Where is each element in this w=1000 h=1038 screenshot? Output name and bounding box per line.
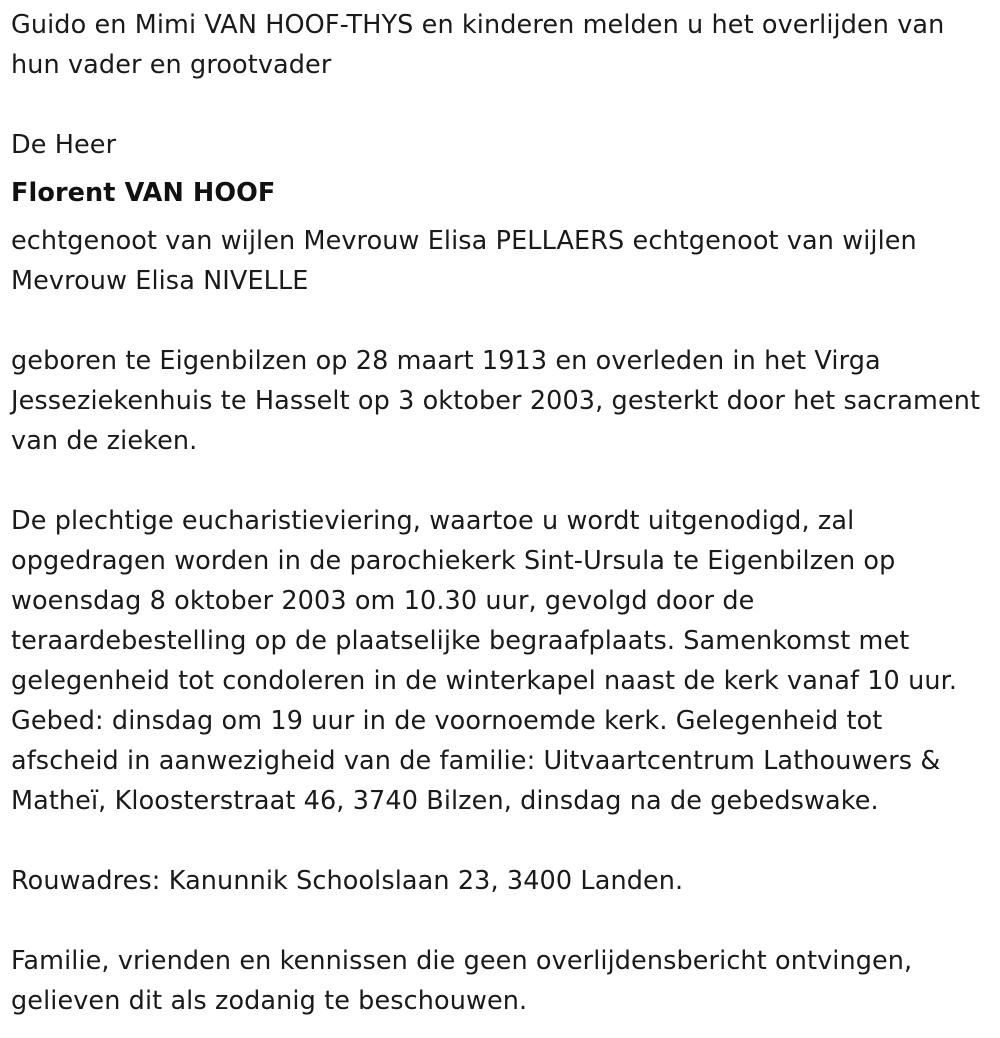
deceased-name: Florent VAN HOOF	[11, 178, 276, 208]
spacer	[11, 85, 995, 125]
spacer	[11, 901, 995, 941]
spacer	[11, 821, 995, 861]
mourning-address: Rouwadres: Kanunnik Schoolslaan 23, 3400 Landen.	[11, 866, 684, 896]
spouse-text: echtgenoot van wijlen Mevrouw Elisa PELLAERS echtgenoot van wijlen Mevrouw Elisa NIVELLE	[11, 226, 917, 296]
spacer	[11, 461, 995, 501]
spacer	[11, 165, 995, 173]
birth-death-text: geboren te Eigenbilzen op 28 maart 1913 en overleden in het Virga Jesseziekenhuis te Hasselt op 3 oktober 2003, gesterkt door het sacrament van de zieken.	[11, 346, 981, 456]
ceremony-text: De plechtige eucharistieviering, waartoe u wordt uitgenodigd, zal opgedragen worden in de parochiekerk Sint-Ursula te Eigenbilzen op woensdag 8 oktober 2003 om 10.30 uur, gevolgd door de teraardebestelling op de plaatselijke begraafplaats. Samenkomst met gelegenheid tot condoleren in de winterkapel naast de kerk vanaf 10 uur. Gebed: dinsdag om 19 uur in de voornoemde kerk. Gelegenheid tot afscheid in aanwezigheid van de familie: Uitvaartcentrum Lathouwers & Matheï, Kloosterstraat 46, 3740 Bilzen, dinsdag na de gebedswake.	[11, 506, 958, 816]
death-notice	[11, 5, 995, 1021]
spacer	[11, 301, 995, 341]
honorific: De Heer	[11, 130, 117, 160]
intro-text: Guido en Mimi VAN HOOF-THYS en kinderen melden u het overlijden van hun vader en grootvader	[11, 10, 945, 80]
spacer	[11, 213, 995, 221]
closing-text: Familie, vrienden en kennissen die geen overlijdensbericht ontvingen, gelieven dit als zodanig te beschouwen.	[11, 946, 913, 1016]
